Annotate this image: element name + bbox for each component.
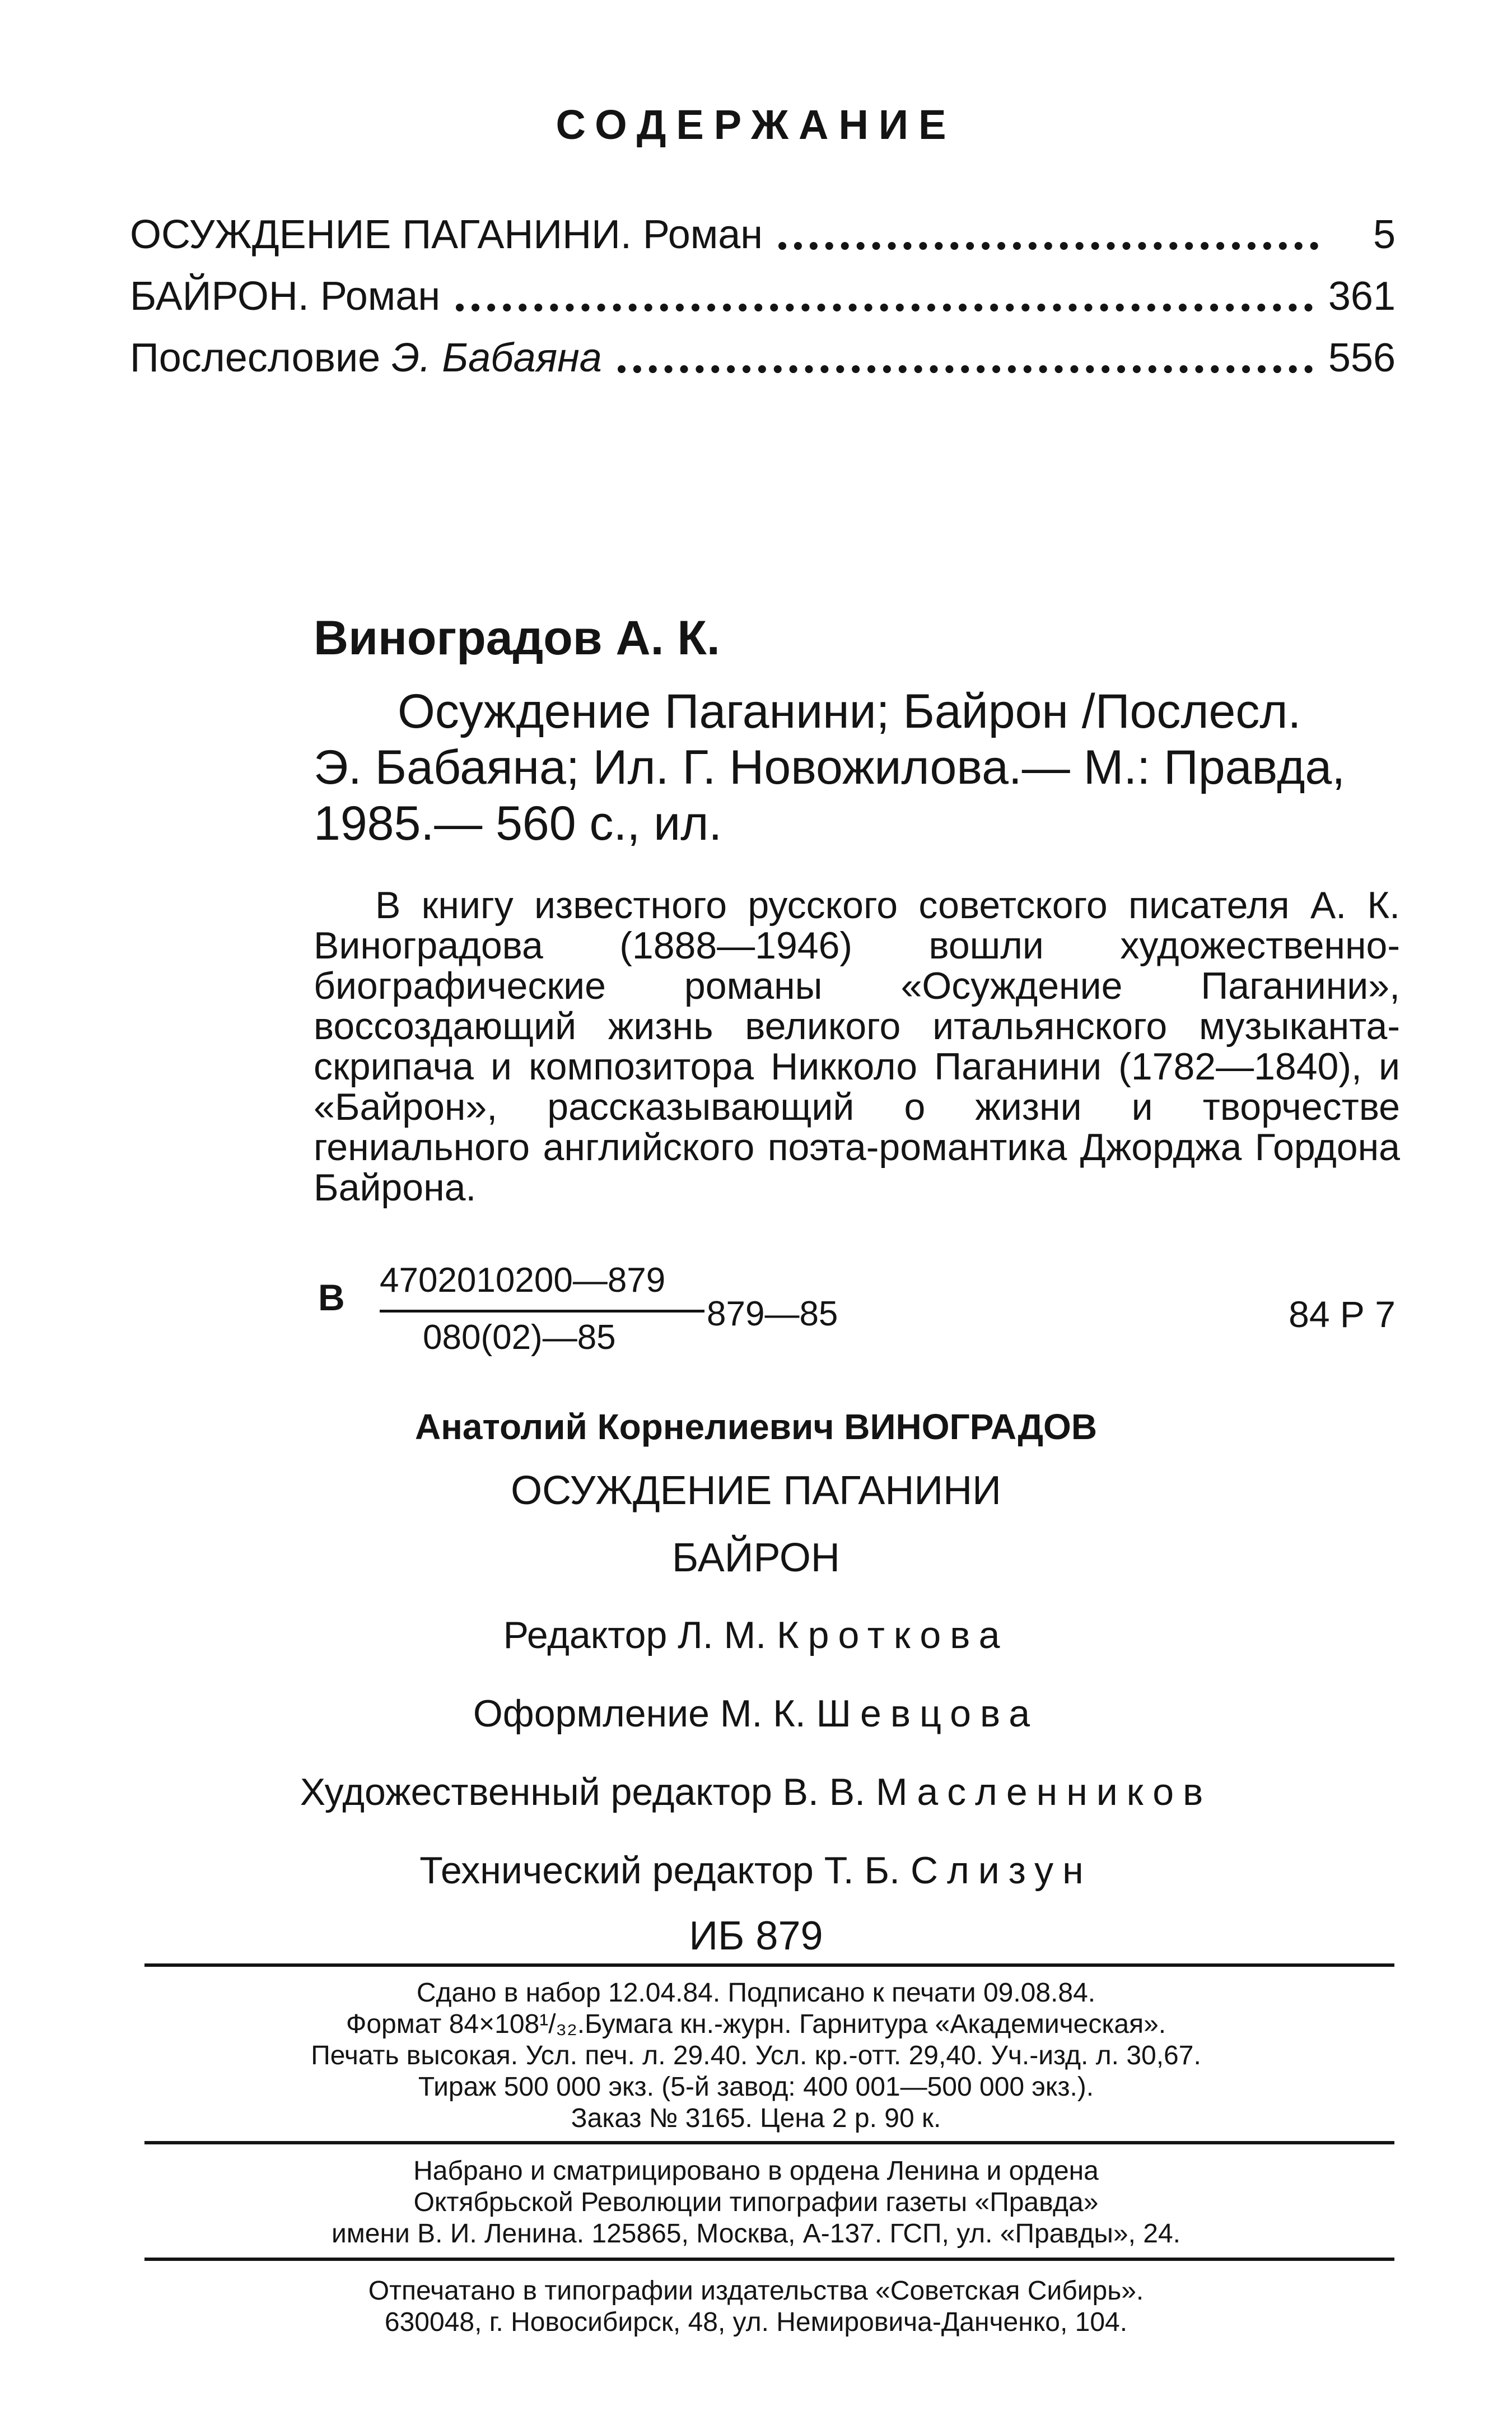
credit-role: Художественный редактор В. В. bbox=[300, 1771, 876, 1813]
imprint-line: Сдано в набор 12.04.84. Подписано к печати 09.08.84. bbox=[416, 1978, 1096, 2008]
divider bbox=[144, 2258, 1394, 2261]
toc-leader-dots bbox=[618, 365, 1313, 373]
credit-role: Оформление М. К. bbox=[473, 1692, 816, 1735]
imprint-line: Формат 84×108¹/₃₂.Бумага кн.-журн. Гарнитура «Академическая». bbox=[346, 2009, 1166, 2039]
toc-item-page: 361 bbox=[1328, 274, 1396, 319]
imprint-line: Заказ № 3165. Цена 2 р. 90 к. bbox=[571, 2103, 941, 2133]
credit-role: Технический редактор Т. Б. bbox=[419, 1849, 911, 1892]
bib-line: Э. Бабаяна; Ил. Г. Новожилова.— М.: Правда, bbox=[314, 741, 1346, 794]
colophon-title: БАЙРОН bbox=[672, 1535, 840, 1580]
toc-item-title: ОСУЖДЕНИЕ ПАГАНИНИ. Роман bbox=[130, 212, 763, 257]
toc-item-title bbox=[130, 335, 602, 381]
annotation: В книгу известного русского советского писателя А. К. Виноградова (1888—1946) вошли художественно-биографические романы «Осуждение Паганини», воссоздающий жизнь великого итальянского музыканта-скрипача и композитора Никколо Паганини (1782—1840), и «Байрон», рассказывающий о жизни и творчестве гениального английского поэта-романтика Джорджа Гордона Байрона. bbox=[314, 884, 1400, 1209]
classification-letter: В bbox=[318, 1277, 345, 1318]
bib-description bbox=[314, 683, 1400, 851]
toc-leader-dots bbox=[778, 242, 1318, 250]
credit-role: Редактор Л. М. bbox=[503, 1614, 777, 1656]
toc-item-title-plain: Послесловие bbox=[130, 336, 392, 380]
toc-item[interactable] bbox=[130, 204, 1396, 258]
imprint-block-printer bbox=[0, 2275, 1512, 2338]
toc-item-page: 5 bbox=[1373, 212, 1396, 257]
toc-item-title: БАЙРОН. Роман bbox=[130, 274, 441, 319]
credit-name: Слизун bbox=[910, 1849, 1093, 1892]
toc-item[interactable] bbox=[130, 327, 1396, 381]
bib-line: Осуждение Паганини; Байрон /Послесл. bbox=[398, 685, 1301, 738]
credit-art-editor bbox=[0, 1770, 1512, 1814]
bib-line: 1985.— 560 с., ил. bbox=[314, 797, 722, 850]
toc-item-page: 556 bbox=[1328, 336, 1396, 380]
credit-name: Шевцова bbox=[816, 1692, 1039, 1735]
toc-leader-dots bbox=[456, 304, 1313, 311]
imprint-line: Октябрьской Революции типографии газеты «Правда» bbox=[413, 2188, 1099, 2217]
divider bbox=[144, 2141, 1394, 2144]
fraction-bar bbox=[380, 1310, 704, 1313]
imprint-line: имени В. И. Ленина. 125865, Москва, А-137. ГСП, ул. «Правды», 24. bbox=[331, 2219, 1180, 2249]
imprint-line: 630048, г. Новосибирск, 48, ул. Немировича-Данченко, 104. bbox=[384, 2307, 1128, 2337]
imprint-line: Печать высокая. Усл. печ. л. 29.40. Усл. кр.-отт. 29,40. Уч.-изд. л. 30,67. bbox=[311, 2041, 1201, 2070]
credit-name: Масленников bbox=[875, 1771, 1212, 1813]
imprint-block-typesetting bbox=[0, 2156, 1512, 2250]
colophon-title: ОСУЖДЕНИЕ ПАГАНИНИ bbox=[511, 1468, 1001, 1513]
classification-denominator: 080(02)—85 bbox=[423, 1318, 616, 1357]
ib-number: ИБ 879 bbox=[689, 1914, 823, 1958]
credit-tech-editor bbox=[0, 1849, 1512, 1892]
classification-code: 84 Р 7 bbox=[1289, 1293, 1396, 1335]
imprint-line: Отпечатано в типографии издательства «Советская Сибирь». bbox=[368, 2276, 1144, 2306]
imprint-line: Набрано и сматрицировано в ордена Ленина и ордена bbox=[413, 2156, 1099, 2186]
toc-item[interactable] bbox=[130, 266, 1396, 319]
colophon-author bbox=[0, 1406, 1512, 1448]
credit-name: Кроткова bbox=[777, 1614, 1009, 1656]
credit-design bbox=[0, 1692, 1512, 1735]
toc-item-title-italic: Э. Бабаяна bbox=[391, 336, 602, 380]
imprint-block-print-data bbox=[0, 1977, 1512, 2134]
colophon-author-first: Анатолий Корнелиевич bbox=[414, 1407, 844, 1447]
imprint-line: Тираж 500 000 экз. (5-й завод: 400 001—500 000 экз.). bbox=[418, 2072, 1094, 2102]
credit-editor bbox=[0, 1613, 1512, 1657]
classification-numerator: 4702010200—879 bbox=[380, 1261, 666, 1300]
classification-side: 879—85 bbox=[707, 1295, 838, 1333]
toc-heading: СОДЕРЖАНИЕ bbox=[556, 101, 956, 148]
colophon-author-last: ВИНОГРАДОВ bbox=[844, 1407, 1098, 1447]
divider bbox=[144, 1963, 1394, 1967]
bib-author: Виноградов А. К. bbox=[314, 611, 720, 665]
